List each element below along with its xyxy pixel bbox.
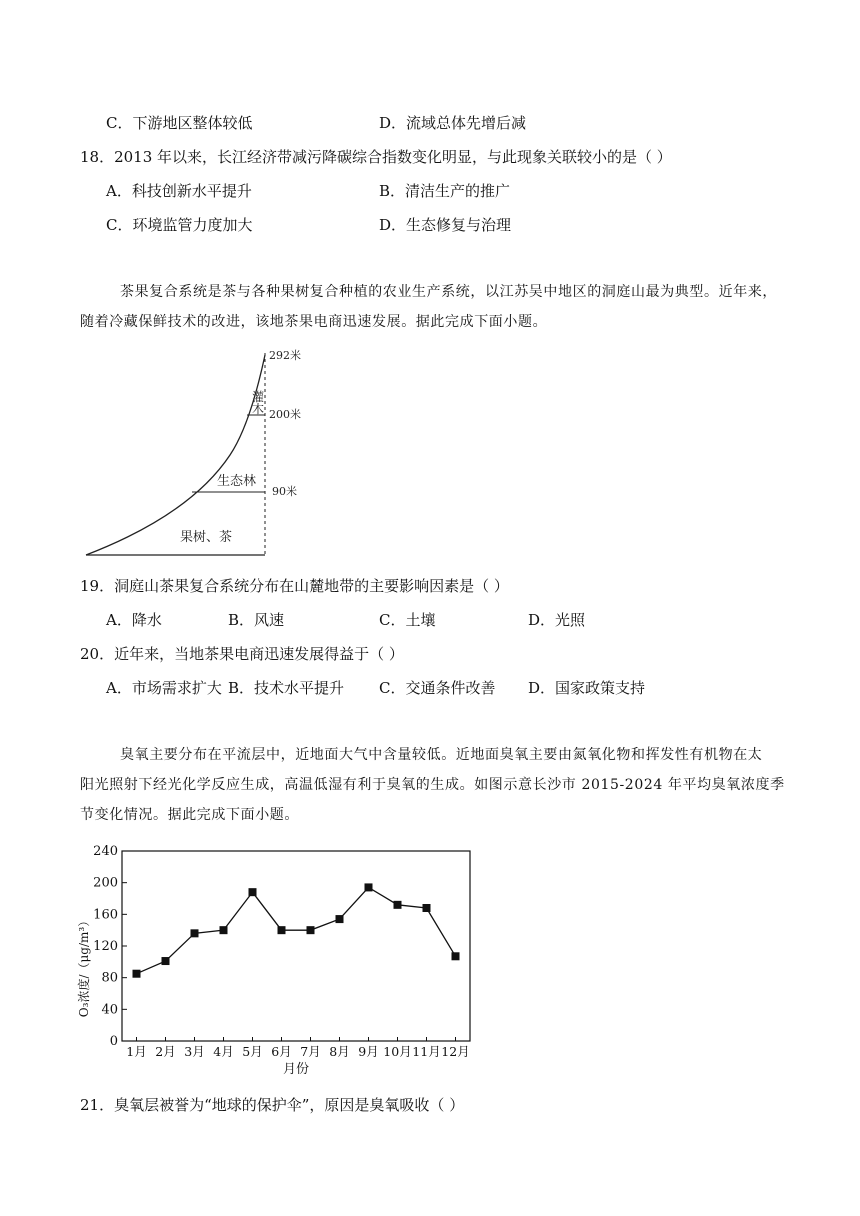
chart-x-tick-label: 5月: [242, 1044, 263, 1059]
chart-x-tick-label: 11月: [412, 1044, 441, 1059]
ozone-concentration-chart: [70, 840, 480, 1080]
altitude-label-200: 200米: [269, 408, 301, 421]
ozone-data-point: [133, 970, 141, 978]
q20-stem: 20．近年来，当地茶果电商迅速发展得益于（ ）: [80, 645, 404, 663]
q18-option-d: D．生态修复与治理: [379, 216, 512, 234]
q19-option-b: B．风速: [228, 611, 285, 629]
q20-option-c: C．交通条件改善: [379, 679, 496, 697]
ozone-data-point: [249, 888, 257, 896]
passage-ozone-line-3: 节变化情况。据此完成下面小题。: [80, 807, 299, 823]
ozone-data-point: [365, 883, 373, 891]
chart-x-tick-label: 12月: [441, 1044, 470, 1059]
q19-stem: 19．洞庭山茶果复合系统分布在山麓地带的主要影响因素是（ ）: [80, 577, 509, 595]
q18-option-c: C．环境监管力度加大: [106, 216, 253, 234]
ozone-data-point: [220, 926, 228, 934]
zone-label-ecological-forest: 生态林: [217, 474, 257, 489]
q18-option-a: A．科技创新水平提升: [106, 182, 252, 200]
chart-y-tick-label: 40: [101, 1002, 118, 1018]
chart-y-tick-label: 160: [93, 907, 118, 923]
ozone-data-point: [278, 926, 286, 934]
zone-label-shrub-2: 木: [252, 402, 265, 416]
ozone-data-point: [452, 952, 460, 960]
ozone-data-point: [394, 901, 402, 909]
passage-ozone-line-1: 臭氧主要分布在平流层中，近地面大气中含量较低。近地面臭氧主要由氮氧化物和挥发性有机物在太: [120, 747, 763, 763]
passage-tea-fruit-line-2: 随着冷藏保鲜技术的改进，该地茶果电商迅速发展。据此完成下面小题。: [80, 314, 548, 330]
chart-y-tick-label: 240: [93, 844, 118, 859]
zone-label-shrub-1: 灌: [252, 390, 265, 404]
passage-ozone: [80, 740, 785, 830]
altitude-label-292: 292米: [269, 349, 301, 362]
ozone-data-point: [423, 904, 431, 912]
q21-stem: 21．臭氧层被誉为“地球的保护伞”，原因是臭氧吸收（ ）: [80, 1096, 465, 1114]
chart-x-tick-label: 4月: [213, 1044, 234, 1059]
chart-x-tick-label: 7月: [300, 1044, 321, 1059]
chart-y-tick-label: 80: [101, 970, 118, 986]
chart-y-tick-label: 120: [93, 939, 118, 954]
ozone-data-point: [307, 926, 315, 934]
chart-x-tick-label: 2月: [155, 1044, 176, 1059]
chart-y-tick-label: 0: [109, 1034, 118, 1049]
chart-plot-frame: [122, 851, 470, 1041]
q19-option-c: C．土壤: [379, 611, 436, 629]
mountain-slope-line: [86, 355, 265, 555]
chart-x-tick-label: 9月: [358, 1044, 379, 1059]
q20-option-b: B．技术水平提升: [228, 679, 345, 697]
passage-tea-fruit-line-1: 茶果复合系统是茶与各种果树复合种植的农业生产系统，以江苏吴中地区的洞庭山最为典型。近年来，: [120, 284, 777, 300]
q17-option-c: C．下游地区整体较低: [106, 114, 253, 132]
chart-x-tick-label: 1月: [126, 1044, 147, 1059]
chart-x-tick-label: 10月: [383, 1044, 412, 1059]
chart-x-tick-label: 8月: [329, 1044, 350, 1059]
q18-stem: 18．2013 年以来，长江经济带减污降碳综合指数变化明显，与此现象关联较小的是（ ）: [80, 148, 672, 166]
mountain-zonation-diagram: [80, 345, 320, 560]
q20-option-d: D．国家政策支持: [528, 679, 646, 697]
chart-y-axis-label: O₃浓度/（μg/m³）: [77, 914, 91, 1018]
ozone-data-point: [191, 929, 199, 937]
passage-tea-fruit: [80, 277, 785, 337]
q19-option-a: A．降水: [106, 611, 162, 629]
chart-x-tick-label: 3月: [184, 1044, 205, 1059]
ozone-data-point: [336, 915, 344, 923]
q17-option-d: D．流域总体先增后减: [379, 114, 527, 132]
q18-option-b: B．清洁生产的推广: [379, 182, 511, 200]
q19-option-d: D．光照: [528, 611, 586, 629]
chart-x-axis-label: 月份: [282, 1062, 310, 1077]
ozone-data-point: [162, 957, 170, 965]
altitude-label-90: 90米: [272, 485, 297, 498]
chart-y-tick-label: 200: [93, 875, 118, 891]
q20-option-a: A．市场需求扩大: [106, 679, 222, 697]
passage-ozone-line-2: 阳光照射下经光化学反应生成，高温低湿有利于臭氧的生成。如图示意长沙市 2015-2024 年平均臭氧浓度季: [80, 777, 785, 793]
ozone-series-line: [137, 887, 456, 973]
chart-x-tick-label: 6月: [271, 1044, 292, 1059]
zone-label-fruit-tea: 果树、茶: [180, 530, 233, 545]
